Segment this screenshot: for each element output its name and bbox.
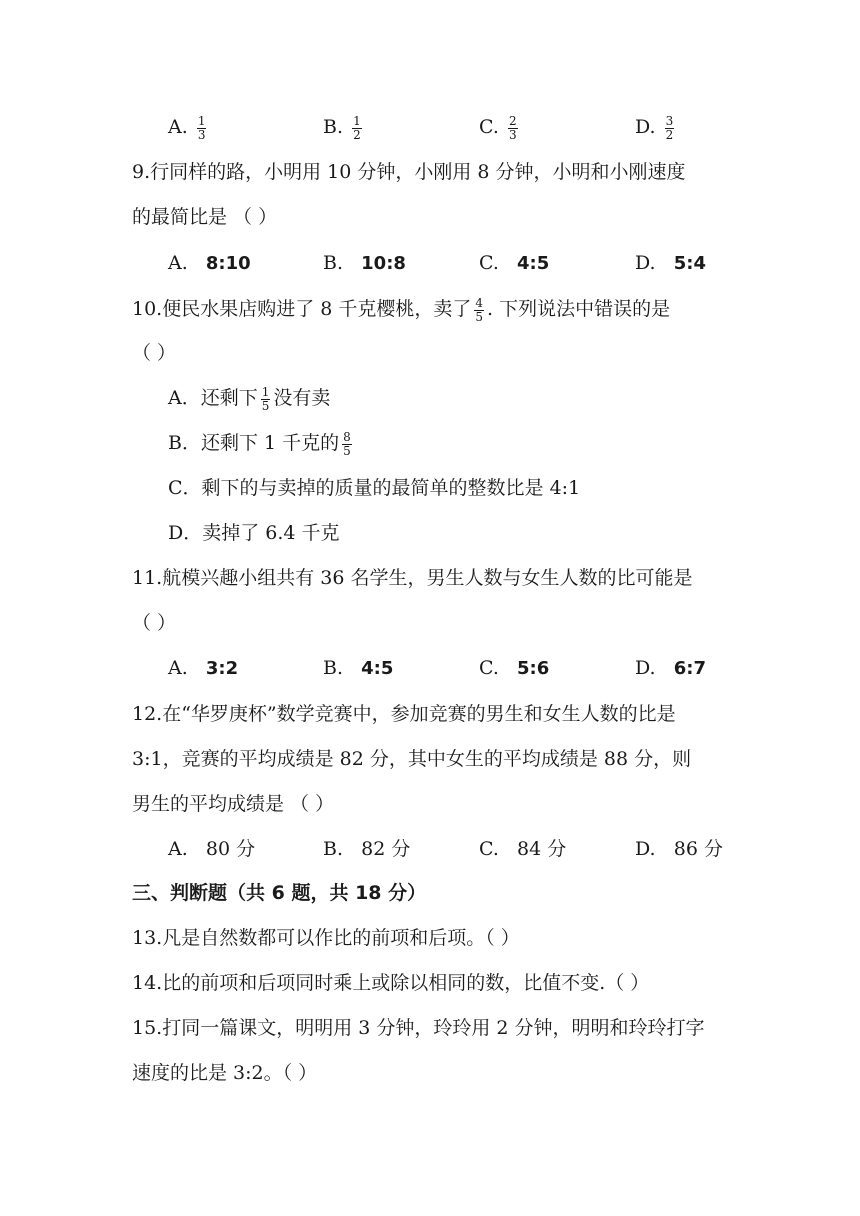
q8-option-a bbox=[168, 114, 209, 142]
q10-line2: （ ） bbox=[132, 342, 177, 364]
q12-option-a: A. 80 分 bbox=[168, 838, 256, 860]
fraction: $\frac{1}{3}$ bbox=[197, 113, 206, 142]
q12-option-c: C. 84 分 bbox=[479, 838, 567, 860]
q11-line1: 11.航模兴趣小组共有 36 名学生，男生人数与女生人数的比可能是 bbox=[132, 567, 693, 589]
q11-line2: （ ） bbox=[132, 612, 177, 634]
q12-option-b: B. 82 分 bbox=[323, 838, 411, 860]
q10-option-c: C．剩下的与卖掉的质量的最简单的整数比是 4:1 bbox=[168, 477, 581, 499]
q11-option-c: C. 5:6 bbox=[479, 657, 550, 679]
q8-option-d bbox=[635, 114, 677, 142]
fraction: $\frac{4}{5}$ bbox=[475, 295, 484, 324]
option-letter: A. bbox=[168, 116, 188, 138]
q9-line2: 的最简比是 （ ） bbox=[132, 206, 278, 228]
q13: 13.凡是自然数都可以作比的前项和后项。（ ） bbox=[132, 927, 520, 949]
q8-option-c bbox=[479, 114, 521, 142]
fraction: $\frac{8}{5}$ bbox=[343, 429, 351, 458]
option-letter: C. bbox=[479, 116, 499, 138]
q12-line3: 男生的平均成绩是 （ ） bbox=[132, 793, 335, 815]
q10-option-d: D．卖掉了 6.4 千克 bbox=[168, 522, 340, 544]
q10-option-b: B．还剩下 1 千克的 $\frac{8}{5}$ bbox=[168, 429, 351, 458]
q12-option-d: D. 86 分 bbox=[635, 838, 723, 860]
q15-line2: 速度的比是 3:2。（ ） bbox=[132, 1062, 318, 1084]
section-heading: 三、判断题（共 6 题，共 18 分） bbox=[132, 882, 427, 904]
fraction: $\frac{3}{2}$ bbox=[665, 113, 674, 142]
q9-option-a: A. 8:10 bbox=[168, 252, 251, 274]
fraction: $\frac{1}{5}$ bbox=[261, 384, 270, 413]
q14: 14.比的前项和后项同时乘上或除以相同的数，比值不变.（ ） bbox=[132, 972, 650, 994]
q9-option-c: C. 4:5 bbox=[479, 252, 550, 274]
q12-line2: 3:1，竞赛的平均成绩是 82 分，其中女生的平均成绩是 88 分，则 bbox=[132, 748, 692, 770]
q11-option-b: B. 4:5 bbox=[323, 657, 394, 679]
fraction: $\frac{2}{3}$ bbox=[508, 113, 517, 142]
q12-line1: 12.在“华罗庚杯”数学竞赛中，参加竞赛的男生和女生人数的比是 bbox=[132, 703, 676, 725]
option-letter: B. bbox=[323, 116, 344, 138]
q10-option-a: A．还剩下 $\frac{1}{5}$ 没有卖 bbox=[168, 384, 331, 413]
q11-option-d: D. 6:7 bbox=[635, 657, 706, 679]
q9-option-d: D. 5:4 bbox=[635, 252, 706, 274]
fraction: $\frac{1}{2}$ bbox=[353, 113, 361, 142]
q10-line1: 10.便民水果店购进了 8 千克樱桃，卖了 $\frac{4}{5}$ . 下列说法中错误的是 bbox=[132, 295, 671, 324]
q8-option-b bbox=[323, 114, 365, 142]
q9-line1: 9.行同样的路，小明用 10 分钟，小刚用 8 分钟，小明和小刚速度 bbox=[132, 161, 686, 183]
q9-option-b: B. 10:8 bbox=[323, 252, 406, 274]
q11-option-a: A. 3:2 bbox=[168, 657, 239, 679]
q15-line1: 15.打同一篇课文，明明用 3 分钟，玲玲用 2 分钟，明明和玲玲打字 bbox=[132, 1017, 705, 1039]
option-letter: D. bbox=[635, 116, 656, 138]
